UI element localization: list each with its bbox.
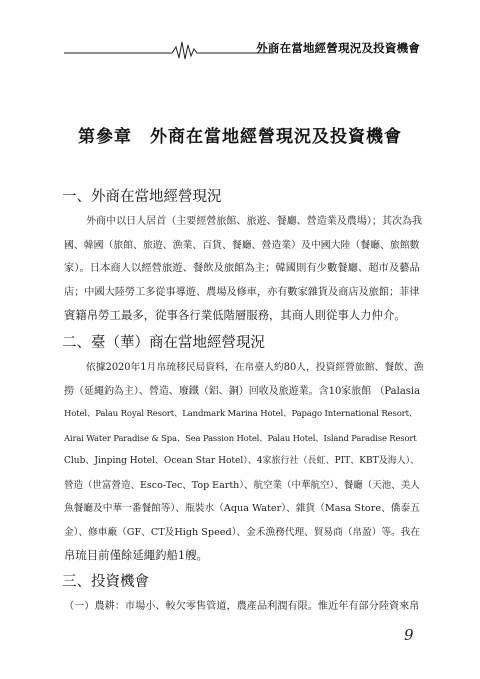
page-number: 9 — [404, 626, 414, 644]
chapter-heading — [0, 122, 480, 147]
section-paragraph — [64, 595, 420, 619]
text-line: 家）。日本商人以經營旅遊、餐飲及旅館為主；韓國則有少數餐廳、超市及藝品 — [64, 262, 420, 274]
text-line: 金）、修車廠（GF、CT及High Speed）、金禾漁務代理、貿易商（帛盈）等。我在 — [64, 526, 420, 538]
text-line: 國、韓國（旅館、旅遊、漁業、百貨、餐廳、營造業）及中國大陸（餐廳、旅館數 — [64, 239, 420, 251]
wave-line-icon — [64, 36, 274, 62]
section-paragraph — [64, 356, 424, 568]
chapter-number: 第參章 — [78, 127, 132, 147]
text-line: Hotel、Palau Royal Resort、Landmark Marina Hotel、Papago International Resort、 — [64, 409, 418, 419]
section-heading: 三、投資機會 — [62, 574, 149, 590]
chapter-title: 外商在當地經營現況及投資機會 — [150, 127, 402, 147]
header-title: 外商在當地經營現況及投資機會 — [256, 41, 420, 55]
text-line: Club、Jinping Hotel、Ocean Star Hotel）、4家旅行社（長虹、PIT、KBT及海人）、 — [64, 456, 420, 466]
text-line: Airai Water Paradise & Spa、Sea Passion Hotel、Palau Hotel、Island Paradise Resort — [64, 432, 417, 443]
section-heading: 一、外商在當地經營現況 — [62, 189, 222, 205]
section-paragraph — [64, 210, 423, 328]
text-line: 外商中以日人居首（主要經營旅館、旅遊、餐廳、營造業及農場）；其次為我 — [86, 216, 423, 227]
text-line: 店；中國大陸勞工多從事導遊、農場及修車，亦有數家雜貨及商店及旅館；菲律 — [64, 286, 420, 298]
text-line: 帛琉目前僅餘延繩釣船1艘。 — [64, 548, 208, 562]
text-line: 依據2020年1月帛琉移民局資料，在帛臺人約80人，投資經營旅館、餐飲、漁 — [86, 362, 424, 373]
text-line: （一）農耕：市場小、較欠零售管道，農產品利潤有限。惟近年有部分陸資來帛 — [64, 601, 420, 612]
running-header — [64, 36, 420, 62]
text-line: 撈（延繩釣為主）、營造、廢鐵（鋁、銅）回收及旅遊業。含10家旅館 （Palasia — [64, 385, 421, 397]
section-heading: 二、臺（華）商在當地經營現況 — [62, 335, 265, 351]
text-line: 營造（世富營造、Esco-Tec、Top Earth）、航空業（中華航空）、餐廳（天池、美人 — [64, 479, 420, 491]
text-line: 賓籍帛勞工最多，從事各行業低階層服務，其商人則從事人力仲介。 — [64, 308, 406, 322]
text-line: 魚餐廳及中華一番餐館等）、瓶裝水（Aqua Water）、雜貨（Masa Store、僑泰五 — [64, 503, 420, 514]
